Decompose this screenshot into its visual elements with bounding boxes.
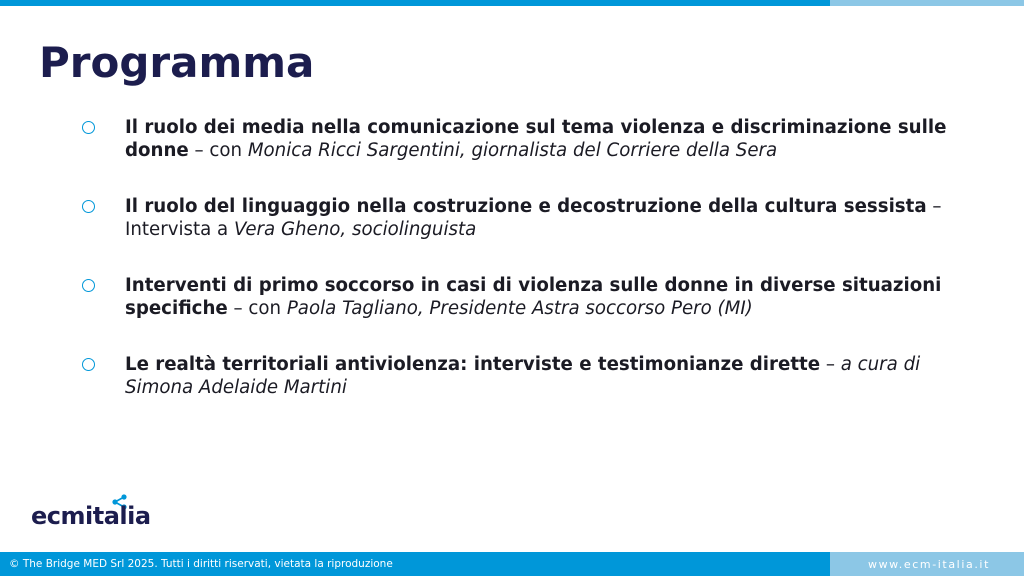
program-item [80, 353, 960, 399]
program-speaker: Paola Tagliano, Presidente Astra soccorso Pero (MI) [286, 298, 753, 319]
program-connector: – con [227, 298, 287, 319]
footer-bar [0, 552, 1024, 576]
circle-bullet-icon [82, 358, 95, 371]
top-bar-light-segment [830, 0, 1024, 6]
ecmitalia-logo [31, 494, 171, 534]
program-speaker: a cura di Simona Adelaide Martini [125, 354, 921, 398]
program-topic: Il ruolo dei media nella comunicazione sul tema violenza e discriminazione sulle donne [125, 117, 947, 161]
website-link[interactable]: www.ecm-italia.it [867, 557, 990, 571]
program-connector: – con [188, 140, 248, 161]
program-topic: Le realtà territoriali antiviolenza: interviste e testimonianze dirette [125, 354, 821, 375]
program-topic: Il ruolo del linguaggio nella costruzione e decostruzione della cultura sessista [125, 196, 927, 217]
program-connector: – [820, 354, 841, 375]
program-item [80, 195, 960, 241]
logo-wordmark: ecmitalia [31, 502, 151, 530]
copyright-text: © The Bridge MED Srl 2025. Tutti i diritti riservati, vietata la riproduzione [9, 558, 393, 570]
circle-bullet-icon [82, 200, 95, 213]
top-accent-bar [0, 0, 1024, 6]
program-list [80, 116, 960, 399]
program-item [80, 274, 960, 320]
circle-bullet-icon [82, 279, 95, 292]
footer-left [0, 552, 830, 576]
program-speaker: Vera Gheno, sociolinguista [233, 219, 477, 240]
footer-right [830, 552, 1024, 576]
slide-title: Programma [39, 38, 315, 87]
program-item [80, 116, 960, 162]
program-topic: Interventi di primo soccorso in casi di violenza sulle donne in diverse situazioni specifiche [125, 275, 942, 319]
program-speaker: Monica Ricci Sargentini, giornalista del Corriere della Sera [247, 140, 778, 161]
program-connector: – Intervista a [125, 196, 942, 240]
circle-bullet-icon [82, 121, 95, 134]
top-bar-primary-segment [0, 0, 830, 6]
